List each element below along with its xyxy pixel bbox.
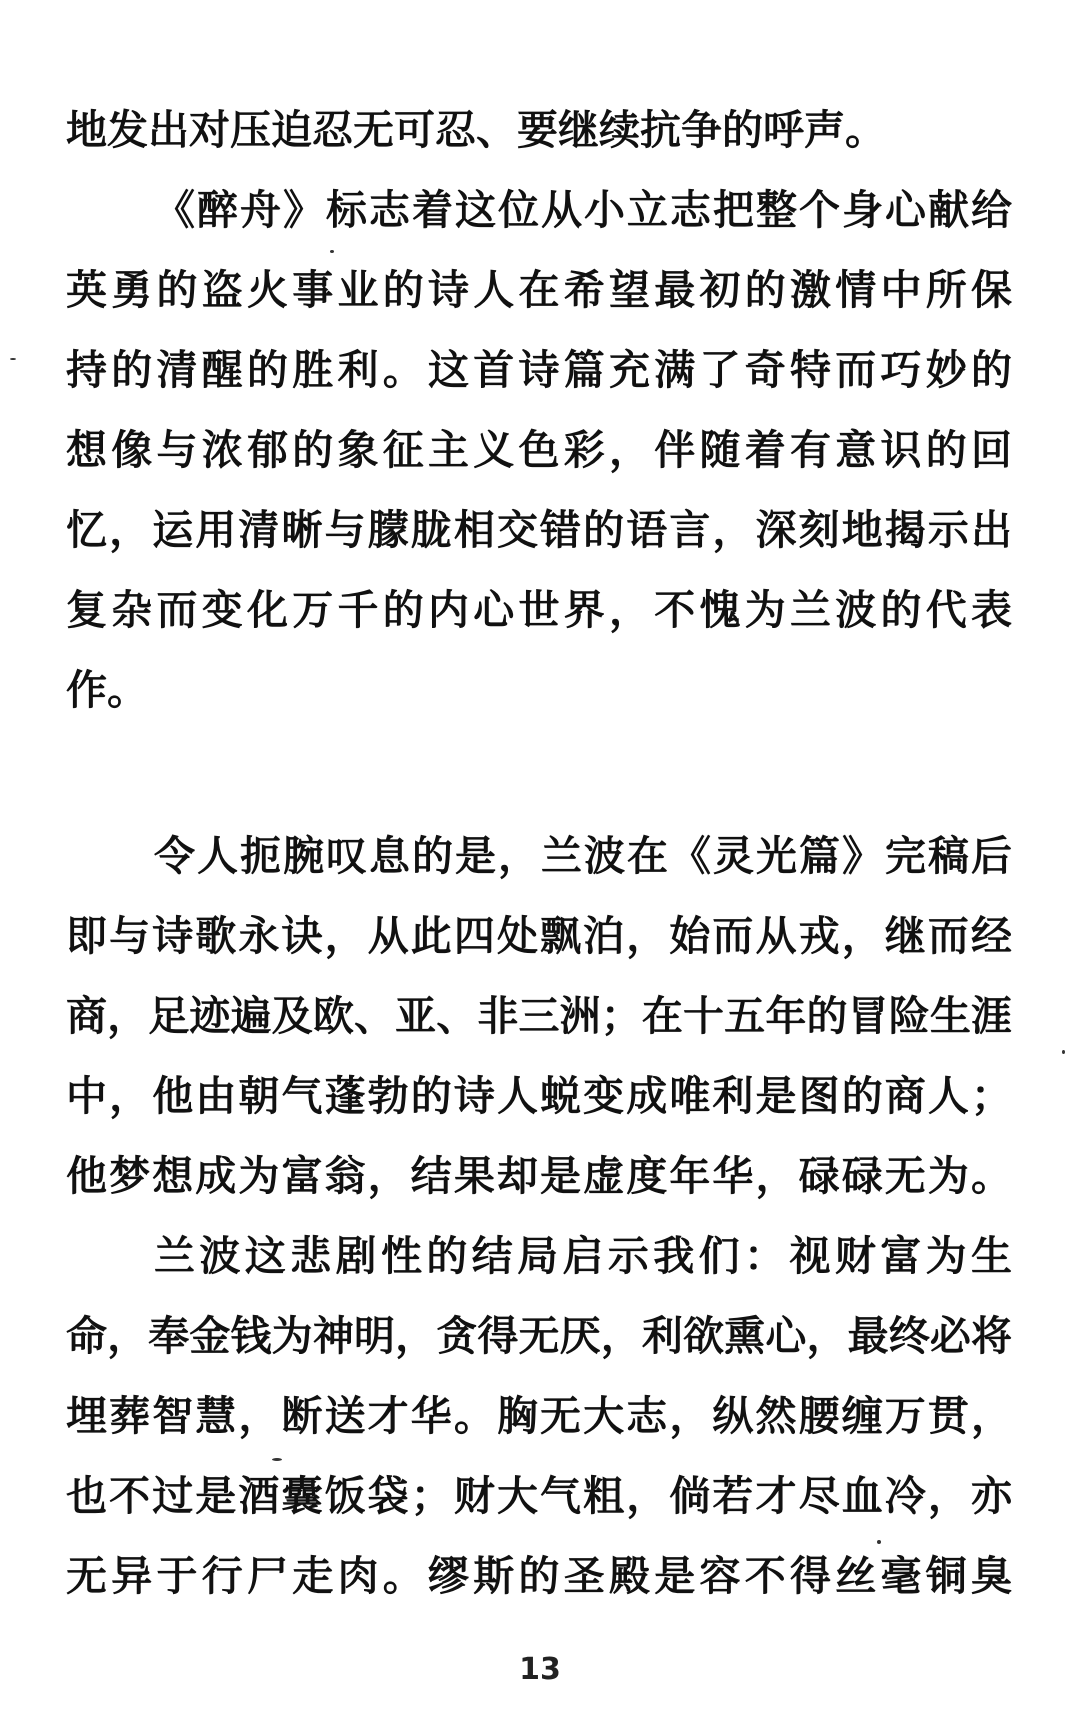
text-line: 持的清醒的胜利。这首诗篇充满了奇特而巧妙的 bbox=[66, 346, 1012, 394]
text-line: 英勇的盗火事业的诗人在希望最初的激情中所保 bbox=[66, 266, 1012, 314]
text-line: 也不过是酒囊饭袋；财大气粗，倘若才尽血冷，亦 bbox=[66, 1472, 1012, 1520]
text-line: 地发出对压迫忍无可忍、要继续抗争的呼声。 bbox=[66, 106, 886, 154]
scan-speck bbox=[10, 358, 16, 360]
text-line: 埋葬智慧，断送才华。胸无大志，纵然腰缠万贯， bbox=[66, 1392, 1012, 1440]
scan-speck bbox=[272, 1458, 282, 1461]
scan-speck bbox=[1062, 1050, 1065, 1054]
text-line: 兰波这悲剧性的结局启示我们：视财富为生 bbox=[154, 1232, 1012, 1280]
text-line: 《醉舟》标志着这位从小立志把整个身心献给 bbox=[154, 186, 1012, 234]
text-line: 想像与浓郁的象征主义色彩，伴随着有意识的回 bbox=[66, 426, 1012, 474]
text-line: 忆，运用清晰与朦胧相交错的语言，深刻地揭示出 bbox=[66, 506, 1012, 554]
text-line: 作。 bbox=[66, 666, 148, 714]
scan-speck bbox=[877, 1540, 881, 1544]
page-number: 13 bbox=[519, 1652, 561, 1687]
text-line: 商，足迹遍及欧、亚、非三洲；在十五年的冒险生涯 bbox=[66, 992, 1012, 1040]
text-line: 即与诗歌永诀，从此四处飘泊，始而从戎，继而经 bbox=[66, 912, 1012, 960]
text-line: 令人扼腕叹息的是，兰波在《灵光篇》完稿后 bbox=[154, 832, 1012, 880]
text-line: 中，他由朝气蓬勃的诗人蜕变成唯利是图的商人； bbox=[66, 1072, 1012, 1120]
text-line: 复杂而变化万千的内心世界，不愧为兰波的代表 bbox=[66, 586, 1012, 634]
text-line: 他梦想成为富翁，结果却是虚度年华，碌碌无为。 bbox=[66, 1152, 1012, 1200]
scan-speck bbox=[330, 250, 334, 253]
text-line: 命，奉金钱为神明，贪得无厌，利欲熏心，最终必将 bbox=[66, 1312, 1012, 1360]
text-line: 无异于行尸走肉。缪斯的圣殿是容不得丝毫铜臭 bbox=[66, 1552, 1012, 1600]
